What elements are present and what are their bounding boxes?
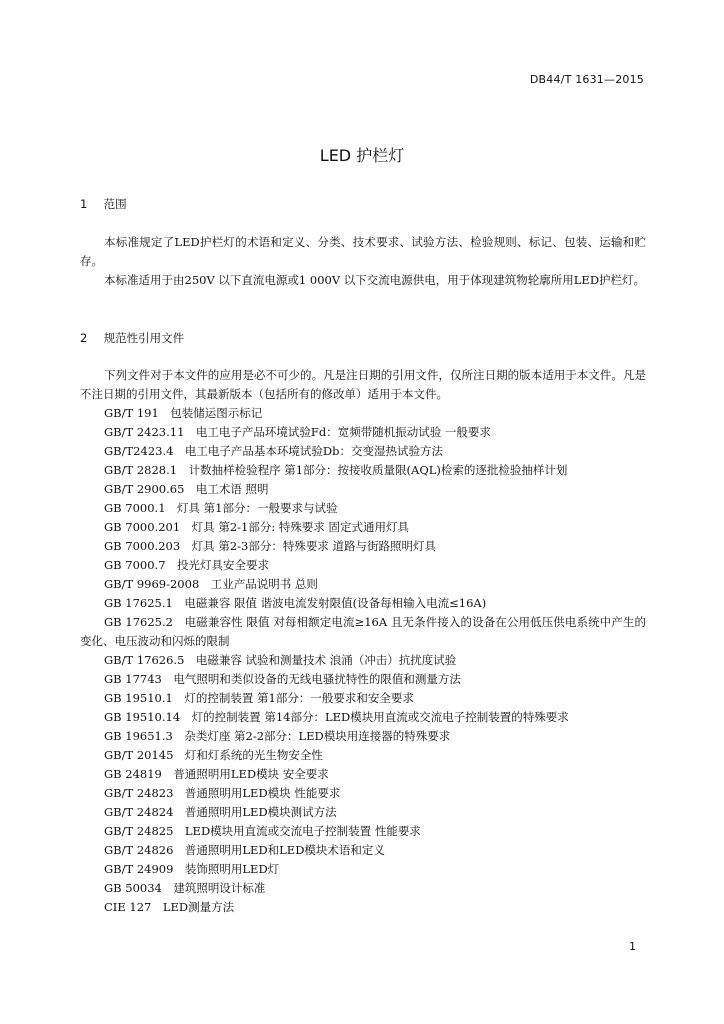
reference-item: GB/T 2423.11 电工电子产品环境试验Fd：宽频带随机振动试验 一般要求 [104, 425, 491, 439]
reference-item: GB/T2423.4 电工电子产品基本环境试验Db：交变湿热试验方法 [104, 444, 444, 458]
reference-item: GB/T 20145 灯和灯系统的光生物安全性 [104, 748, 323, 762]
section-1-heading [80, 196, 127, 212]
reference-item: GB 19510.14 灯的控制装置 第14部分：LED模块用直流或交流电子控制装置的特殊要求 [104, 710, 569, 724]
section-2-paragraph-1: 下列文件对于本文件的应用是必不可少的。凡是注日期的引用文件，仅所注日期的版本适用于本文件。凡是不注日期的引用文件，其最新版本（包括所有的修改单）适用于本文件。 [80, 368, 646, 401]
reference-item: GB/T 24826 普通照明用LED和LED模块术语和定义 [104, 843, 385, 857]
reference-item: GB 50034 建筑照明设计标准 [104, 881, 266, 895]
section-title: 范围 [103, 197, 127, 211]
section-1-paragraph-2: 本标准适用于由250V 以下直流电源或1 000V 以下交流电源供电，用于体现建筑物轮廓所用LED护栏灯。 [104, 273, 646, 287]
section-title: 规范性引用文件 [103, 331, 185, 345]
reference-item: GB 7000.203 灯具 第2-3部分：特殊要求 道路与街路照明灯具 [104, 539, 436, 553]
document-number: DB44/T 1631—2015 [529, 73, 644, 86]
section-number: 1 [80, 197, 88, 211]
reference-item: GB/T 2828.1 计数抽样检验程序 第1部分：按接收质量限(AQL)检索的逐批检验抽样计划 [104, 463, 568, 477]
reference-item: GB 7000.7 投光灯具安全要求 [104, 558, 270, 572]
reference-item: GB/T 24909 装饰照明用LED灯 [104, 862, 280, 876]
reference-item: GB 7000.201 灯具 第2-1部分: 特殊要求 固定式通用灯具 [104, 520, 410, 534]
reference-item: GB/T 9969-2008 工业产品说明书 总则 [104, 577, 318, 591]
reference-item: GB 19510.1 灯的控制装置 第1部分：一般要求和安全要求 [104, 691, 414, 705]
section-2-heading [80, 330, 184, 346]
reference-item: GB 17625.1 电磁兼容 限值 谐波电流发射限值(设备每相输入电流≤16A) [104, 596, 487, 610]
reference-item: CIE 127 LED测量方法 [104, 900, 235, 914]
section-1-paragraph-1: 本标准规定了LED护栏灯的术语和定义、分类、技术要求、试验方法、检验规则、标记、包装、运输和贮存。 [80, 235, 646, 268]
reference-item: GB 19651.3 杂类灯座 第2-2部分：LED模块用连接器的特殊要求 [104, 729, 451, 743]
reference-item: GB/T 24824 普通照明用LED模块测试方法 [104, 805, 337, 819]
reference-item: GB/T 24825 LED模块用直流或交流电子控制装置 性能要求 [104, 824, 421, 838]
reference-item: GB 17743 电气照明和类似设备的无线电骚扰特性的限值和测量方法 [104, 672, 461, 686]
reference-item: GB/T 24823 普通照明用LED模块 性能要求 [104, 786, 341, 800]
page-title: LED 护栏灯 [319, 146, 405, 165]
section-number: 2 [80, 331, 88, 345]
reference-item: GB/T 2900.65 电工术语 照明 [104, 482, 269, 496]
reference-item: GB/T 17626.5 电磁兼容 试验和测量技术 浪涌（冲击）抗扰度试验 [104, 653, 457, 667]
reference-item: GB 17625.2 电磁兼容性 限值 对每相额定电流≥16A 且无条件接入的设备在公用低压供电系统中产生的变化、电压波动和闪烁的限制 [80, 615, 646, 648]
page-number: 1 [629, 940, 636, 953]
reference-item: GB 7000.1 灯具 第1部分：一般要求与试验 [104, 501, 338, 515]
reference-item: GB 24819 普通照明用LED模块 安全要求 [104, 767, 329, 781]
reference-item: GB/T 191 包装储运图示标记 [104, 406, 263, 420]
